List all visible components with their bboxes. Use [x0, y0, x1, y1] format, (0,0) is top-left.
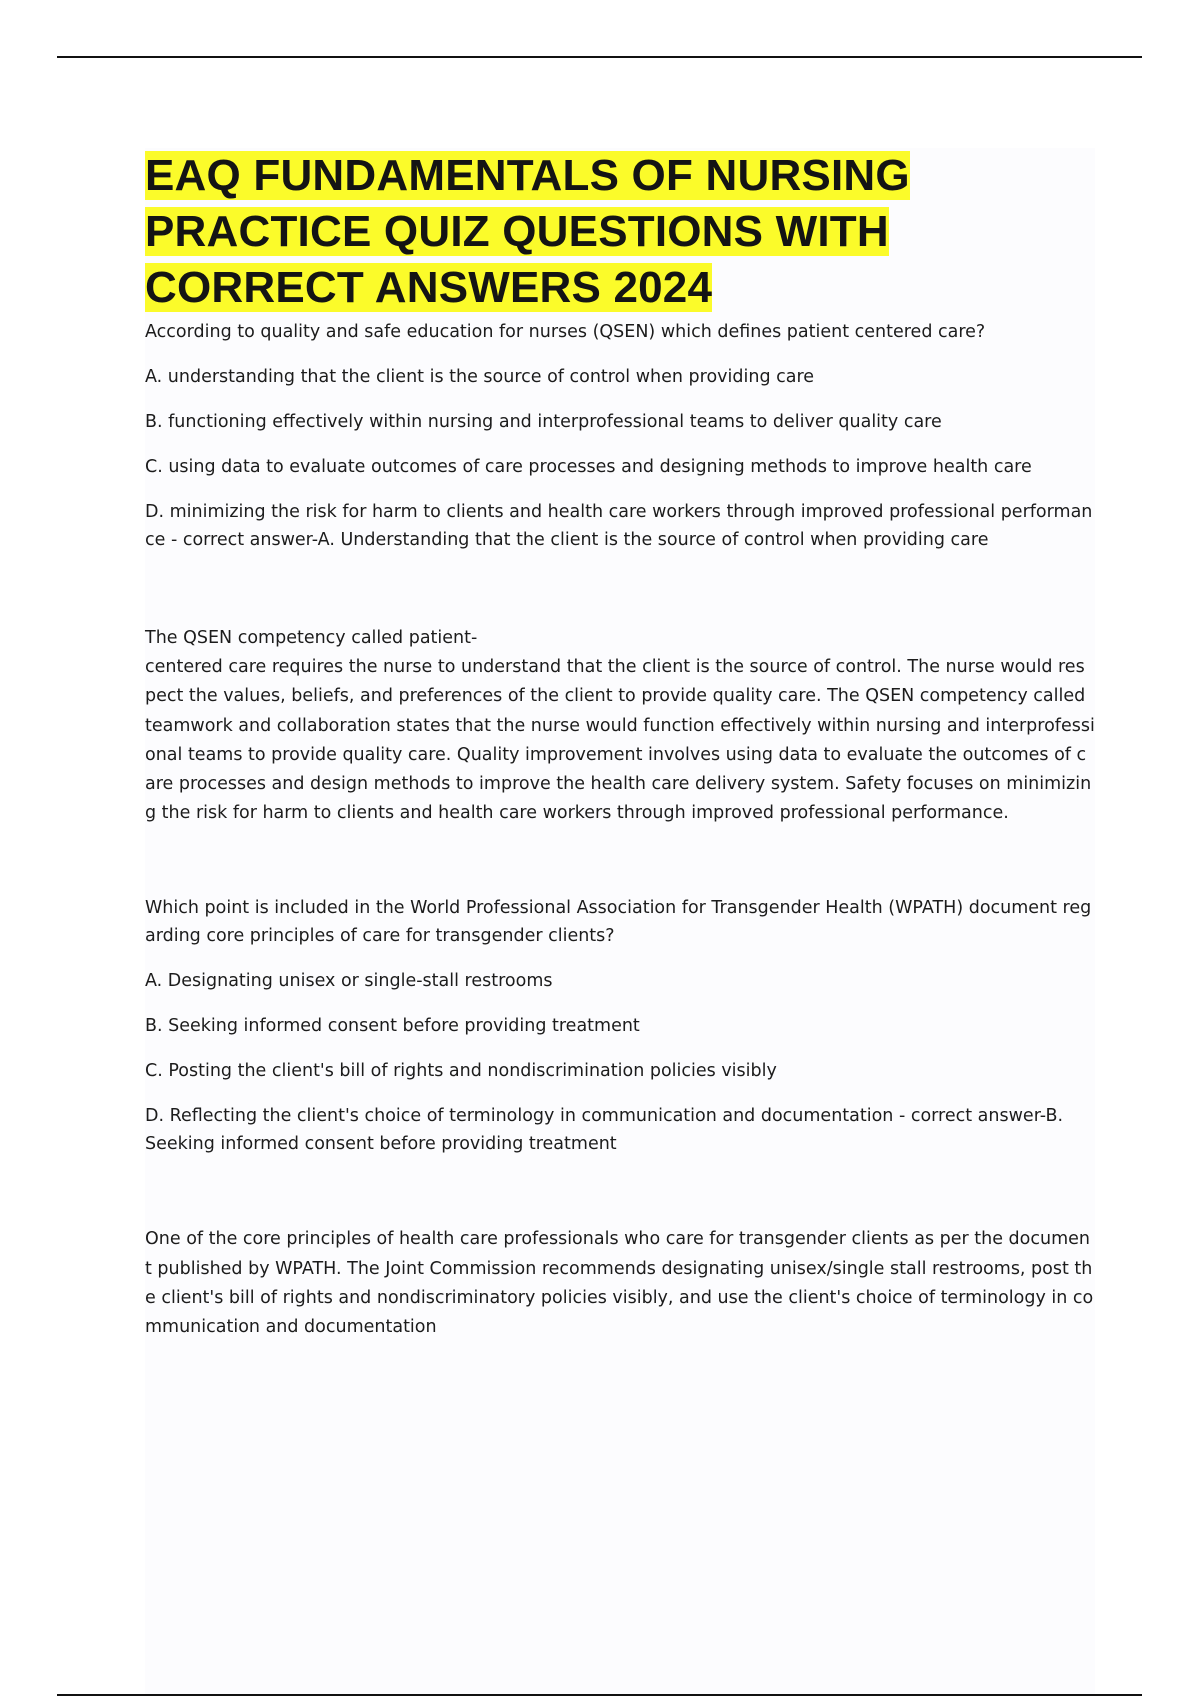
- question-1-rationale: centered care requires the nurse to understand that the client is the source of control. The nurse would respect the values, beliefs, and preferences of the client to provide quality care. The QSEN competency called teamwork and collaboration states that the nurse would function effectively within nursing and interprofessional teams to provide quality care. Quality improvement involves using data to evaluate the outcomes of care processes and design methods to improve the health care delivery system. Safety focuses on minimizing the risk for harm to clients and health care workers through improved professional performance.: [145, 657, 1095, 824]
- document-title: [145, 148, 1095, 316]
- question-2-option-b: B. Seeking informed consent before providing treatment: [145, 1016, 640, 1037]
- question-1-stem: According to quality and safe education for nurses (QSEN) which defines patient centered care?: [145, 322, 986, 342]
- document-page: [145, 148, 1095, 1694]
- question-1-option-d: D. minimizing the risk for harm to clients and health care workers through improved professional performance - correct answer-A. Understanding that the client is the source of control when providing care: [145, 502, 1093, 550]
- footer-rule: [57, 1694, 1142, 1696]
- question-2-stem: Which point is included in the World Professional Association for Transgender Health (WPATH) document regarding core principles of care for transgender clients?: [145, 898, 1092, 947]
- question-1-option-c: C. using data to evaluate outcomes of care processes and designing methods to improve health care: [145, 457, 1032, 477]
- question-2-rationale: One of the core principles of health care professionals who care for transgender clients as per the document published by WPATH. The Joint Commission recommends designating unisex/single stall restrooms, post the client's bill of rights and nondiscriminatory policies visibly, and use the client's choice of terminology in communication and documentation: [145, 1229, 1094, 1338]
- question-2-option-c: C. Posting the client's bill of rights and nondiscrimination policies visibly: [145, 1061, 777, 1082]
- question-2-option-d: D. Reflecting the client's choice of terminology in communication and documentation - correct answer-B. Seeking informed consent before providing treatment: [145, 1106, 1064, 1155]
- header-rule: [57, 56, 1142, 58]
- question-1-option-a: A. understanding that the client is the source of control when providing care: [145, 367, 815, 387]
- question-2-option-a: A. Designating unisex or single-stall restrooms: [145, 971, 553, 992]
- title-highlight: EAQ FUNDAMENTALS OF NURSING PRACTICE QUIZ QUESTIONS WITH CORRECT ANSWERS 2024: [145, 151, 910, 312]
- question-1-option-b: B. functioning effectively within nursing and interprofessional teams to deliver quality care: [145, 412, 942, 432]
- question-1-rationale-heading: The QSEN competency called patient-: [145, 628, 478, 648]
